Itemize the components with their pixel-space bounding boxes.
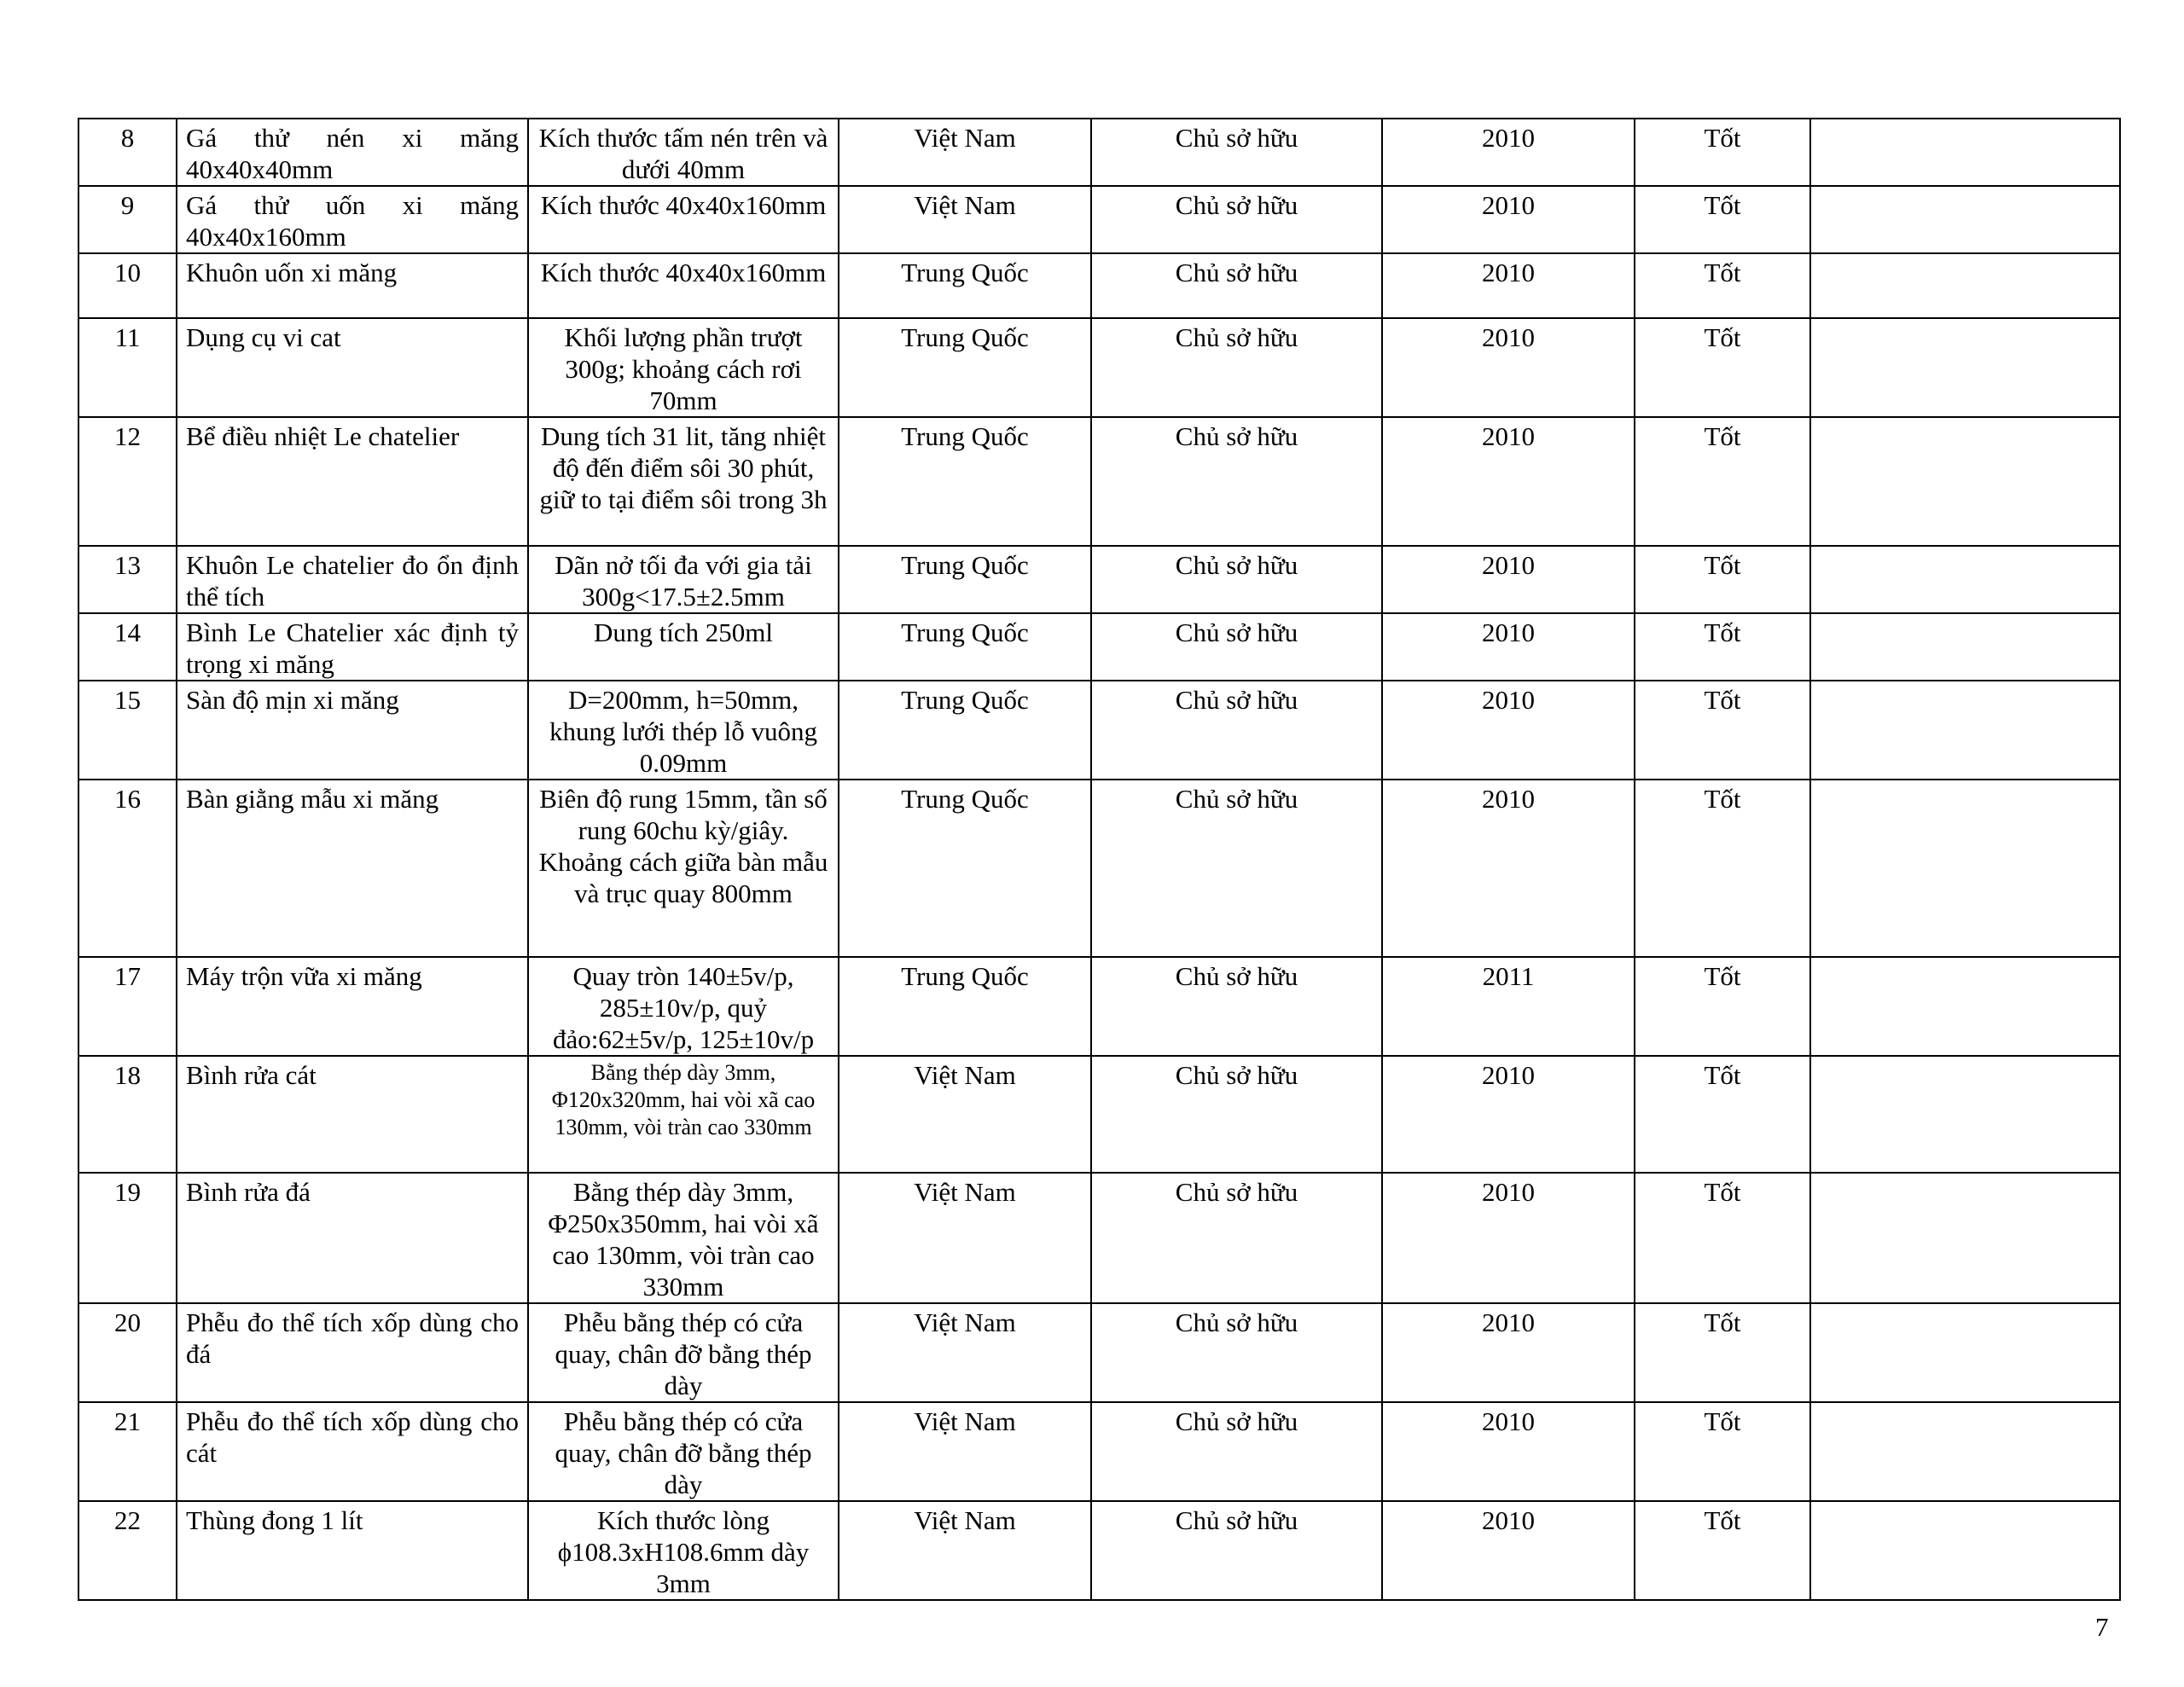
equipment-name: Phễu đo thể tích xốp dùng cho đá [177,1303,528,1402]
equipment-origin: Việt Nam [839,119,1091,186]
table-row [78,613,2120,681]
equipment-ownership: Chủ sở hữu [1091,253,1382,318]
equipment-status: Tốt [1635,1056,1810,1173]
equipment-note [1810,1056,2120,1173]
equipment-status: Tốt [1635,613,1810,681]
equipment-status: Tốt [1635,681,1810,780]
equipment-ownership: Chủ sở hữu [1091,681,1382,780]
equipment-origin: Việt Nam [839,1173,1091,1303]
equipment-origin: Trung Quốc [839,546,1091,613]
equipment-year: 2010 [1382,186,1635,253]
row-number: 9 [78,186,177,253]
equipment-ownership: Chủ sở hữu [1091,417,1382,546]
equipment-name: Bể điều nhiệt Le chatelier [177,417,528,546]
equipment-spec: Phễu bằng thép có cửa quay, chân đỡ bằng thép dày [528,1303,839,1402]
table-row [78,253,2120,318]
equipment-status: Tốt [1635,1303,1810,1402]
equipment-ownership: Chủ sở hữu [1091,1501,1382,1600]
equipment-ownership: Chủ sở hữu [1091,186,1382,253]
equipment-spec: Phễu bằng thép có cửa quay, chân đỡ bằng thép dày [528,1402,839,1501]
row-number: 11 [78,318,177,417]
equipment-note [1810,1501,2120,1600]
equipment-status: Tốt [1635,957,1810,1056]
equipment-spec: Kích thước 40x40x160mm [528,253,839,318]
table-row [78,1402,2120,1501]
equipment-name: Bình rửa cát [177,1056,528,1173]
equipment-spec: Bằng thép dày 3mm, Φ120x320mm, hai vòi xã cao 130mm, vòi tràn cao 330mm [528,1056,839,1173]
row-number: 10 [78,253,177,318]
equipment-year: 2010 [1382,417,1635,546]
equipment-status: Tốt [1635,253,1810,318]
table-row [78,546,2120,613]
equipment-name: Phễu đo thể tích xốp dùng cho cát [177,1402,528,1501]
table-row [78,780,2120,957]
equipment-table [78,118,2121,1601]
equipment-spec: Biên độ rung 15mm, tần số rung 60chu kỳ/giây. Khoảng cách giữa bàn mẫu và trục quay 800mm [528,780,839,957]
equipment-note [1810,681,2120,780]
table-row [78,957,2120,1056]
equipment-status: Tốt [1635,1501,1810,1600]
equipment-name: Bình Le Chatelier xác định tỷ trọng xi măng [177,613,528,681]
equipment-origin: Trung Quốc [839,417,1091,546]
equipment-year: 2010 [1382,1402,1635,1501]
equipment-ownership: Chủ sở hữu [1091,780,1382,957]
equipment-spec: Kích thước tấm nén trên và dưới 40mm [528,119,839,186]
equipment-note [1810,546,2120,613]
equipment-ownership: Chủ sở hữu [1091,957,1382,1056]
equipment-origin: Việt Nam [839,1402,1091,1501]
equipment-name: Thùng đong 1 lít [177,1501,528,1600]
equipment-status: Tốt [1635,318,1810,417]
table-row [78,1303,2120,1402]
equipment-status: Tốt [1635,546,1810,613]
row-number: 20 [78,1303,177,1402]
equipment-origin: Việt Nam [839,1056,1091,1173]
equipment-origin: Trung Quốc [839,613,1091,681]
equipment-year: 2010 [1382,1173,1635,1303]
row-number: 12 [78,417,177,546]
equipment-status: Tốt [1635,1173,1810,1303]
equipment-ownership: Chủ sở hữu [1091,613,1382,681]
table-row [78,1501,2120,1600]
equipment-year: 2011 [1382,957,1635,1056]
table-row [78,1056,2120,1173]
equipment-name: Bình rửa đá [177,1173,528,1303]
equipment-name: Sàn độ mịn xi măng [177,681,528,780]
equipment-spec: Kích thước 40x40x160mm [528,186,839,253]
equipment-year: 2010 [1382,546,1635,613]
equipment-origin: Việt Nam [839,1303,1091,1402]
equipment-origin: Trung Quốc [839,957,1091,1056]
equipment-name: Khuôn uốn xi măng [177,253,528,318]
equipment-spec: Dãn nở tối đa với gia tải 300g<17.5±2.5mm [528,546,839,613]
equipment-name: Gá thử nén xi măng 40x40x40mm [177,119,528,186]
equipment-note [1810,417,2120,546]
equipment-note [1810,1173,2120,1303]
equipment-ownership: Chủ sở hữu [1091,119,1382,186]
equipment-year: 2010 [1382,1501,1635,1600]
equipment-status: Tốt [1635,186,1810,253]
table-row [78,681,2120,780]
equipment-spec: Kích thước lòng ϕ108.3xH108.6mm dày 3mm [528,1501,839,1600]
equipment-year: 2010 [1382,1056,1635,1173]
row-number: 17 [78,957,177,1056]
equipment-origin: Trung Quốc [839,780,1091,957]
equipment-year: 2010 [1382,613,1635,681]
equipment-note [1810,780,2120,957]
equipment-name: Dụng cụ vi cat [177,318,528,417]
equipment-year: 2010 [1382,318,1635,417]
equipment-origin: Trung Quốc [839,318,1091,417]
table-row [78,318,2120,417]
equipment-name: Khuôn Le chatelier đo ổn định thể tích [177,546,528,613]
equipment-ownership: Chủ sở hữu [1091,1173,1382,1303]
equipment-note [1810,613,2120,681]
equipment-note [1810,186,2120,253]
equipment-status: Tốt [1635,119,1810,186]
equipment-note [1810,1303,2120,1402]
equipment-year: 2010 [1382,119,1635,186]
row-number: 19 [78,1173,177,1303]
equipment-origin: Việt Nam [839,1501,1091,1600]
table-row [78,1173,2120,1303]
equipment-spec: Quay tròn 140±5v/p, 285±10v/p, quỷ đảo:62±5v/p, 125±10v/p [528,957,839,1056]
table-row [78,417,2120,546]
row-number: 8 [78,119,177,186]
equipment-spec: Khối lượng phần trượt 300g; khoảng cách rơi 70mm [528,318,839,417]
row-number: 21 [78,1402,177,1501]
equipment-year: 2010 [1382,681,1635,780]
equipment-spec: Dung tích 31 lit, tăng nhiệt độ đến điểm sôi 30 phút, giữ to tại điểm sôi trong 3h [528,417,839,546]
table-row [78,119,2120,186]
equipment-status: Tốt [1635,417,1810,546]
equipment-status: Tốt [1635,1402,1810,1501]
equipment-status: Tốt [1635,780,1810,957]
equipment-note [1810,1402,2120,1501]
row-number: 16 [78,780,177,957]
equipment-year: 2010 [1382,1303,1635,1402]
equipment-note [1810,253,2120,318]
table-row [78,186,2120,253]
equipment-ownership: Chủ sở hữu [1091,318,1382,417]
equipment-origin: Trung Quốc [839,681,1091,780]
equipment-origin: Trung Quốc [839,253,1091,318]
equipment-name: Gá thử uốn xi măng 40x40x160mm [177,186,528,253]
page-number: 7 [2095,1612,2109,1642]
equipment-year: 2010 [1382,780,1635,957]
equipment-ownership: Chủ sở hữu [1091,1303,1382,1402]
equipment-name: Bàn giằng mẫu xi măng [177,780,528,957]
row-number: 22 [78,1501,177,1600]
row-number: 18 [78,1056,177,1173]
equipment-note [1810,119,2120,186]
equipment-note [1810,318,2120,417]
equipment-spec: Bằng thép dày 3mm, Φ250x350mm, hai vòi xã cao 130mm, vòi tràn cao 330mm [528,1173,839,1303]
equipment-note [1810,957,2120,1056]
row-number: 14 [78,613,177,681]
equipment-spec: D=200mm, h=50mm, khung lưới thép lỗ vuông 0.09mm [528,681,839,780]
equipment-ownership: Chủ sở hữu [1091,1402,1382,1501]
row-number: 13 [78,546,177,613]
equipment-spec: Dung tích 250ml [528,613,839,681]
equipment-origin: Việt Nam [839,186,1091,253]
equipment-name: Máy trộn vữa xi măng [177,957,528,1056]
row-number: 15 [78,681,177,780]
equipment-year: 2010 [1382,253,1635,318]
equipment-ownership: Chủ sở hữu [1091,546,1382,613]
equipment-ownership: Chủ sở hữu [1091,1056,1382,1173]
